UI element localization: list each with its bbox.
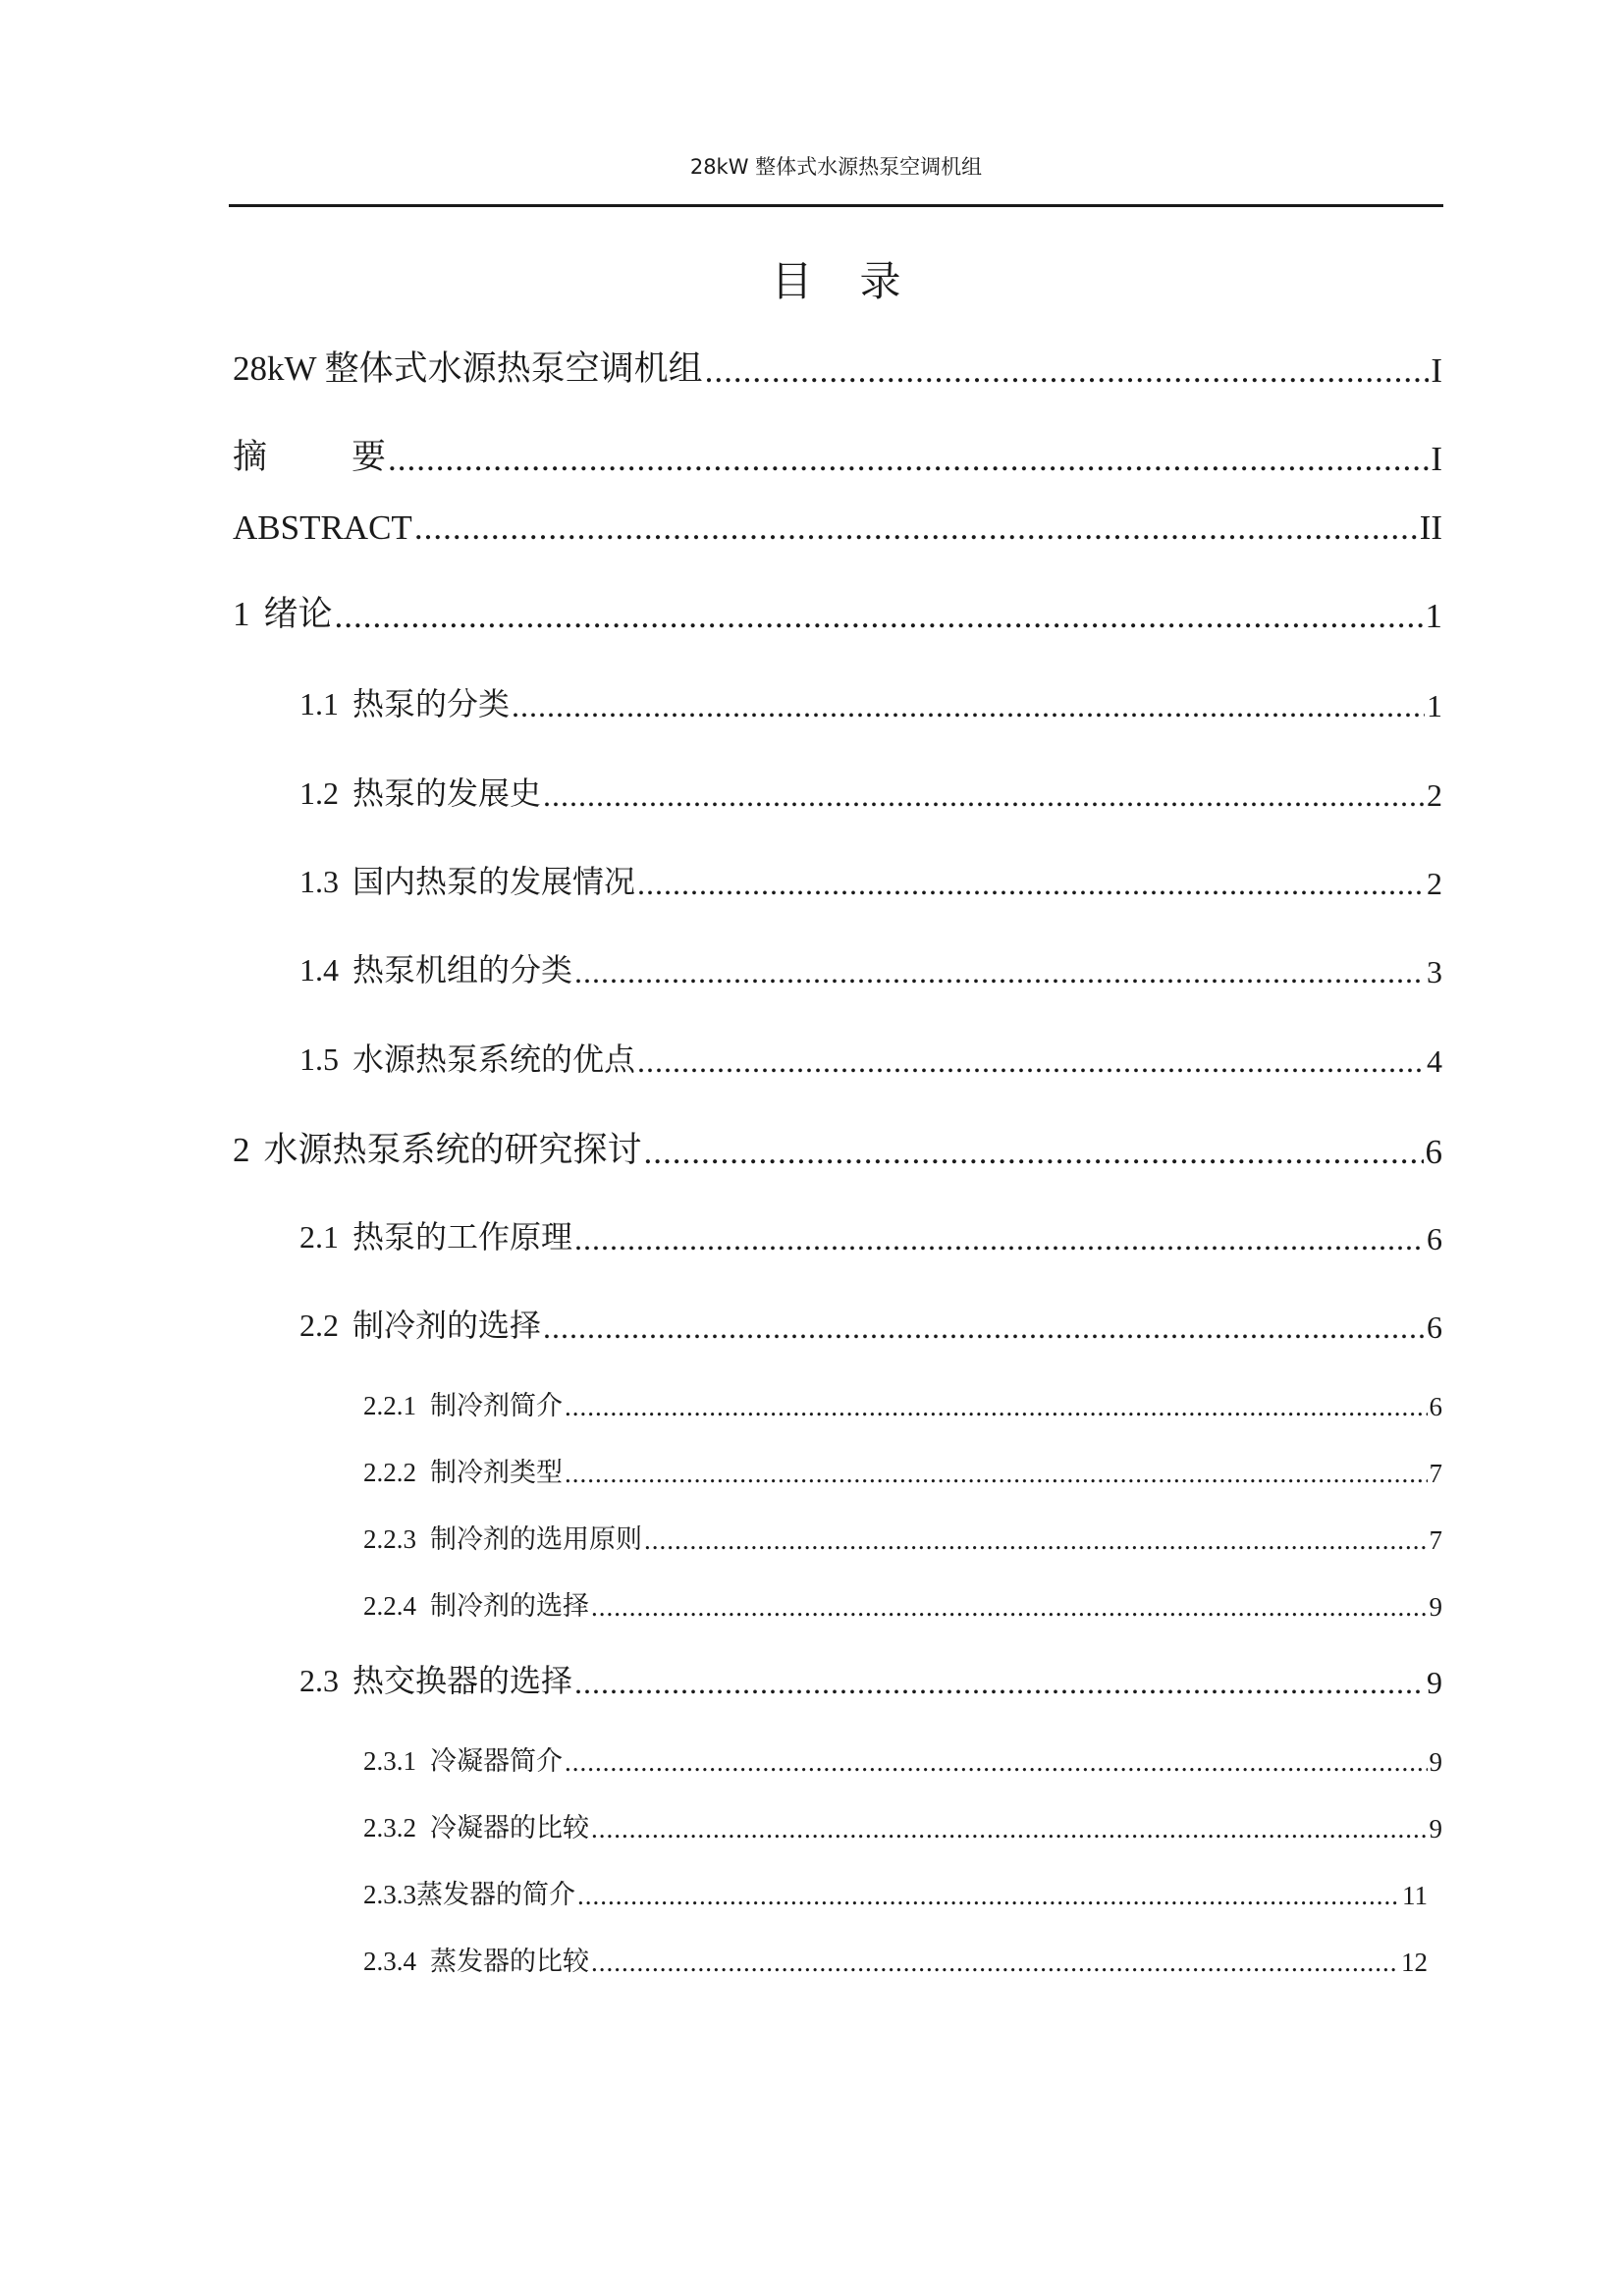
dot-leader	[543, 777, 1425, 814]
toc-entry-page: 9	[1429, 1747, 1442, 1777]
toc-entry-number: 1.3	[299, 864, 339, 899]
toc-title: 目录	[771, 257, 948, 305]
toc-entry-number: 2.3	[299, 1663, 339, 1698]
toc-entry-page: 9	[1427, 1665, 1442, 1700]
toc-entry-number: 1	[233, 595, 250, 633]
toc-entry-text: 水源热泵系统的研究探讨	[263, 1131, 642, 1170]
toc-entry-subsection[interactable]	[363, 1940, 1428, 1978]
toc-entry-number: 2.3.1	[363, 1746, 416, 1776]
toc-entry-page: 9	[1429, 1592, 1442, 1622]
toc-entry-text: 国内热泵的发展情况	[352, 863, 636, 900]
toc-entry-page: 6	[1427, 1309, 1442, 1345]
toc-entry-text: 冷凝器的比较	[430, 1813, 589, 1843]
toc-entry-section[interactable]	[299, 1656, 1442, 1701]
toc-entry-page: 7	[1429, 1525, 1442, 1555]
toc-entry-number: 2.3.3	[363, 1880, 416, 1909]
toc-entry-text: 热泵的工作原理	[352, 1218, 573, 1255]
dot-leader	[591, 1592, 1428, 1623]
dot-leader	[577, 1881, 1400, 1911]
toc-entry-section[interactable]	[299, 679, 1442, 724]
toc-entry-page: 2	[1427, 777, 1442, 813]
dot-leader	[565, 1459, 1428, 1489]
toc-entry-text: 热泵的发展史	[352, 774, 542, 812]
toc-entry-section[interactable]	[299, 857, 1442, 902]
toc-entry-page: 1	[1427, 688, 1442, 723]
toc-entry-text: 热泵机组的分类	[352, 951, 573, 988]
toc-entry-text: 热泵的分类	[352, 685, 511, 722]
toc-entry-number: 1.5	[299, 1041, 339, 1077]
toc-entry-number: 1.4	[299, 952, 339, 988]
toc-entry-abstract-cn[interactable]	[233, 430, 1442, 479]
toc-entry-page: 2	[1427, 866, 1442, 901]
toc-entry-number: 2.2	[299, 1308, 339, 1343]
dot-leader	[591, 1948, 1399, 1978]
toc-entry-text: 冷凝器简介	[430, 1746, 563, 1777]
dot-leader	[591, 1814, 1428, 1844]
dot-leader	[574, 1221, 1425, 1257]
toc-entry-page: I	[1431, 440, 1442, 478]
toc-entry-text: 制冷剂的选用原则	[430, 1524, 642, 1555]
toc-entry-number: 2.2.1	[363, 1391, 416, 1420]
toc-entry-number: 1.2	[299, 775, 339, 811]
toc-entry-text: 制冷剂的选择	[430, 1591, 589, 1622]
toc-entry-page: 11	[1402, 1881, 1428, 1910]
toc-entry-text: 热交换器的选择	[352, 1662, 573, 1699]
toc-entry-section[interactable]	[299, 945, 1442, 990]
toc-entry-chapter-2[interactable]	[233, 1123, 1442, 1172]
toc-entry-page: 3	[1427, 954, 1442, 989]
toc-entry-text: 制冷剂的选择	[352, 1307, 542, 1344]
dot-leader	[512, 688, 1425, 724]
dot-leader	[543, 1309, 1425, 1346]
dot-leader	[335, 597, 1424, 636]
dot-leader	[565, 1392, 1428, 1422]
toc-entry-chapter-1[interactable]	[233, 587, 1442, 636]
dot-leader	[574, 1665, 1425, 1701]
toc-entry-number: 2.1	[299, 1219, 339, 1255]
running-header: 28kW 整体式水源热泵空调机组	[689, 155, 983, 179]
toc-entry-page: 6	[1427, 1221, 1442, 1256]
dot-leader	[644, 1133, 1424, 1172]
header-rule	[229, 204, 1443, 207]
toc-entry-number: 1.1	[299, 686, 339, 721]
dot-leader	[637, 1043, 1425, 1080]
toc-entry-subsection[interactable]	[363, 1518, 1442, 1556]
toc-entry-text-part-b: 要	[352, 438, 387, 477]
toc-entry-page: 12	[1401, 1948, 1428, 1977]
toc-entry-page: 9	[1429, 1814, 1442, 1843]
dot-leader	[388, 440, 1429, 479]
toc-entry-number: 2.3.2	[363, 1813, 416, 1842]
toc-entry-section[interactable]	[299, 1035, 1442, 1080]
dot-leader	[565, 1747, 1428, 1778]
toc-entry-section[interactable]	[299, 1212, 1442, 1257]
toc-entry-page: 6	[1425, 1133, 1442, 1171]
toc-entry-subsection[interactable]	[363, 1873, 1428, 1911]
toc-entry-page: I	[1431, 351, 1442, 390]
toc-entry-text: 蒸发器的比较	[430, 1947, 589, 1977]
toc-entry-subsection[interactable]	[363, 1451, 1442, 1489]
toc-entry-subsection[interactable]	[363, 1584, 1442, 1623]
toc-entry-section[interactable]	[299, 769, 1442, 814]
toc-entry-page: 7	[1429, 1459, 1442, 1488]
toc-entry-subsection[interactable]	[363, 1384, 1442, 1422]
dot-leader	[644, 1525, 1428, 1556]
toc-entry-text: 制冷剂类型	[430, 1458, 563, 1488]
toc-entry-number: 2	[233, 1131, 250, 1169]
toc-entry-page: 6	[1429, 1392, 1442, 1421]
toc-entry-text: 绪论	[263, 595, 333, 634]
toc-entry-subsection[interactable]	[363, 1806, 1442, 1844]
toc-entry-number: 2.2.2	[363, 1458, 416, 1487]
toc-entry-text: 水源热泵系统的优点	[352, 1041, 636, 1078]
toc-entry-number: 2.2.3	[363, 1524, 416, 1554]
toc-entry-page: 4	[1427, 1043, 1442, 1079]
toc-entry-subsection[interactable]	[363, 1739, 1442, 1778]
toc-entry-abstract-en[interactable]	[233, 508, 1442, 548]
toc-entry-page: 1	[1425, 597, 1442, 635]
toc-entry-text: 蒸发器的简介	[416, 1880, 575, 1910]
toc-entry-text: 28kW 整体式水源热泵空调机组	[233, 349, 703, 388]
toc-entry-section[interactable]	[299, 1301, 1442, 1346]
dot-leader	[705, 351, 1430, 391]
toc-entry-page: II	[1419, 508, 1442, 547]
toc-entry-text: ABSTRACT	[233, 508, 412, 547]
toc-entry-number: 2.3.4	[363, 1947, 416, 1976]
dot-leader	[637, 866, 1425, 902]
toc-entry-number: 2.2.4	[363, 1591, 416, 1621]
dot-leader	[574, 954, 1425, 990]
toc-entry-text: 制冷剂简介	[430, 1391, 563, 1421]
toc-entry-text-part-a: 摘	[233, 438, 268, 477]
dot-leader	[414, 508, 1418, 548]
toc-entry-doc-title[interactable]	[233, 342, 1442, 391]
